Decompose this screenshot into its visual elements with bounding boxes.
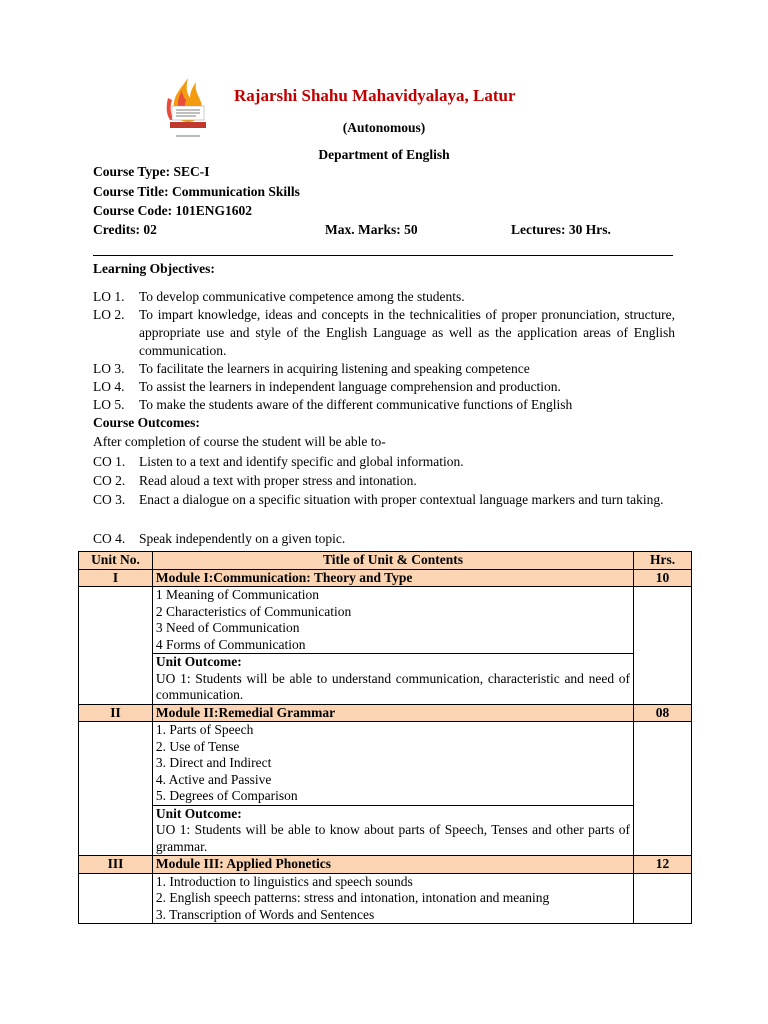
module-title: Module I:Communication: Theory and Type <box>152 569 633 587</box>
learning-objectives-heading: Learning Objectives: <box>93 261 215 276</box>
list-item: 3. Transcription of Words and Sentences <box>155 906 375 922</box>
module-title: Module II:Remedial Grammar <box>152 704 633 722</box>
header-unit-no: Unit No. <box>79 552 153 570</box>
unit-number: I <box>79 569 153 587</box>
list-item: 3 Need of Communication <box>155 620 300 635</box>
autonomous-label: (Autonomous) <box>342 120 426 135</box>
module-row <box>79 856 692 874</box>
list-item: 2. Use of Tense <box>155 738 240 754</box>
course-type: Course Type: SEC-I <box>93 164 210 179</box>
header-hrs: Hrs. <box>634 552 692 570</box>
table-row <box>79 722 692 856</box>
module-row <box>79 569 692 587</box>
outcome-item: CO 2. Read aloud a text with proper stress and intonation. <box>93 473 417 488</box>
module-hours: 12 <box>634 856 692 874</box>
course-credits: Credits: 02 <box>93 222 157 237</box>
objective-item: LO 2. To impart knowledge, ideas and concepts in the technicalities of proper pronunciation, structure, appropriate use and style of the English Language as well as the application areas of English communication. <box>93 307 675 358</box>
module-title: Module III: Applied Phonetics <box>152 856 633 874</box>
units-table <box>78 551 692 924</box>
list-item: 2 Characteristics of Communication <box>155 603 352 619</box>
table-row <box>79 587 692 705</box>
unit-outcome-text: UO 1: Students will be able to know about parts of Speech, Tenses and other parts of grammar. <box>155 822 631 854</box>
table-header-row <box>79 552 692 570</box>
unit-outcome <box>153 654 633 704</box>
list-item: 1 Meaning of Communication <box>155 587 319 602</box>
outcomes-intro: After completion of course the student will be able to- <box>93 434 386 449</box>
list-item: 3. Direct and Indirect <box>155 755 272 770</box>
list-item: 2. English speech patterns: stress and intonation, intonation and meaning <box>155 890 550 905</box>
course-code: Course Code: 101ENG1602 <box>93 203 252 218</box>
module-contents <box>153 587 633 654</box>
outcome-item: CO 3. Enact a dialogue on a specific situation with proper contextual language markers and turn taking. <box>93 492 664 507</box>
unit-number: III <box>79 856 153 874</box>
unit-number: II <box>79 704 153 722</box>
objective-item: LO 1. To develop communicative competence among the students. <box>93 289 465 304</box>
unit-outcome <box>153 806 633 856</box>
outcome-item: CO 1. Listen to a text and identify specific and global information. <box>93 454 464 469</box>
list-item: 1. Introduction to linguistics and speech sounds <box>155 873 413 889</box>
module-hours: 10 <box>634 569 692 587</box>
objective-item: LO 5. To make the students aware of the different communicative functions of English <box>93 397 573 412</box>
college-name: Rajarshi Shahu Mahavidyalaya, Latur <box>234 86 516 105</box>
objective-item: LO 3. To facilitate the learners in acquiring listening and speaking competence <box>93 361 530 376</box>
course-title: Course Title: Communication Skills <box>93 184 300 199</box>
list-item: 4. Active and Passive <box>155 771 272 787</box>
course-lectures: Lectures: 30 Hrs. <box>511 222 611 237</box>
objective-item: LO 4. To assist the learners in independent language comprehension and production. <box>93 379 561 394</box>
outcome-item: CO 4. Speak independently on a given topic. <box>93 531 346 546</box>
list-item: 5. Degrees of Comparison <box>155 788 298 803</box>
unit-outcome-label: Unit Outcome: <box>155 805 242 821</box>
list-item: 4 Forms of Communication <box>155 636 306 652</box>
module-row <box>79 704 692 722</box>
table-row <box>79 873 692 924</box>
divider <box>93 255 673 256</box>
unit-outcome-label: Unit Outcome: <box>155 654 242 669</box>
module-hours: 08 <box>634 704 692 722</box>
department-label: Department of English <box>318 147 450 162</box>
module-contents <box>153 722 633 806</box>
course-outcomes-heading: Course Outcomes: <box>93 415 200 430</box>
module-contents <box>152 873 633 924</box>
course-max-marks: Max. Marks: 50 <box>325 222 418 237</box>
unit-outcome-text: UO 1: Students will be able to understand communication, characteristic and need of communication. <box>155 670 631 702</box>
header-title: Title of Unit & Contents <box>152 552 633 570</box>
list-item: 1. Parts of Speech <box>155 722 254 737</box>
